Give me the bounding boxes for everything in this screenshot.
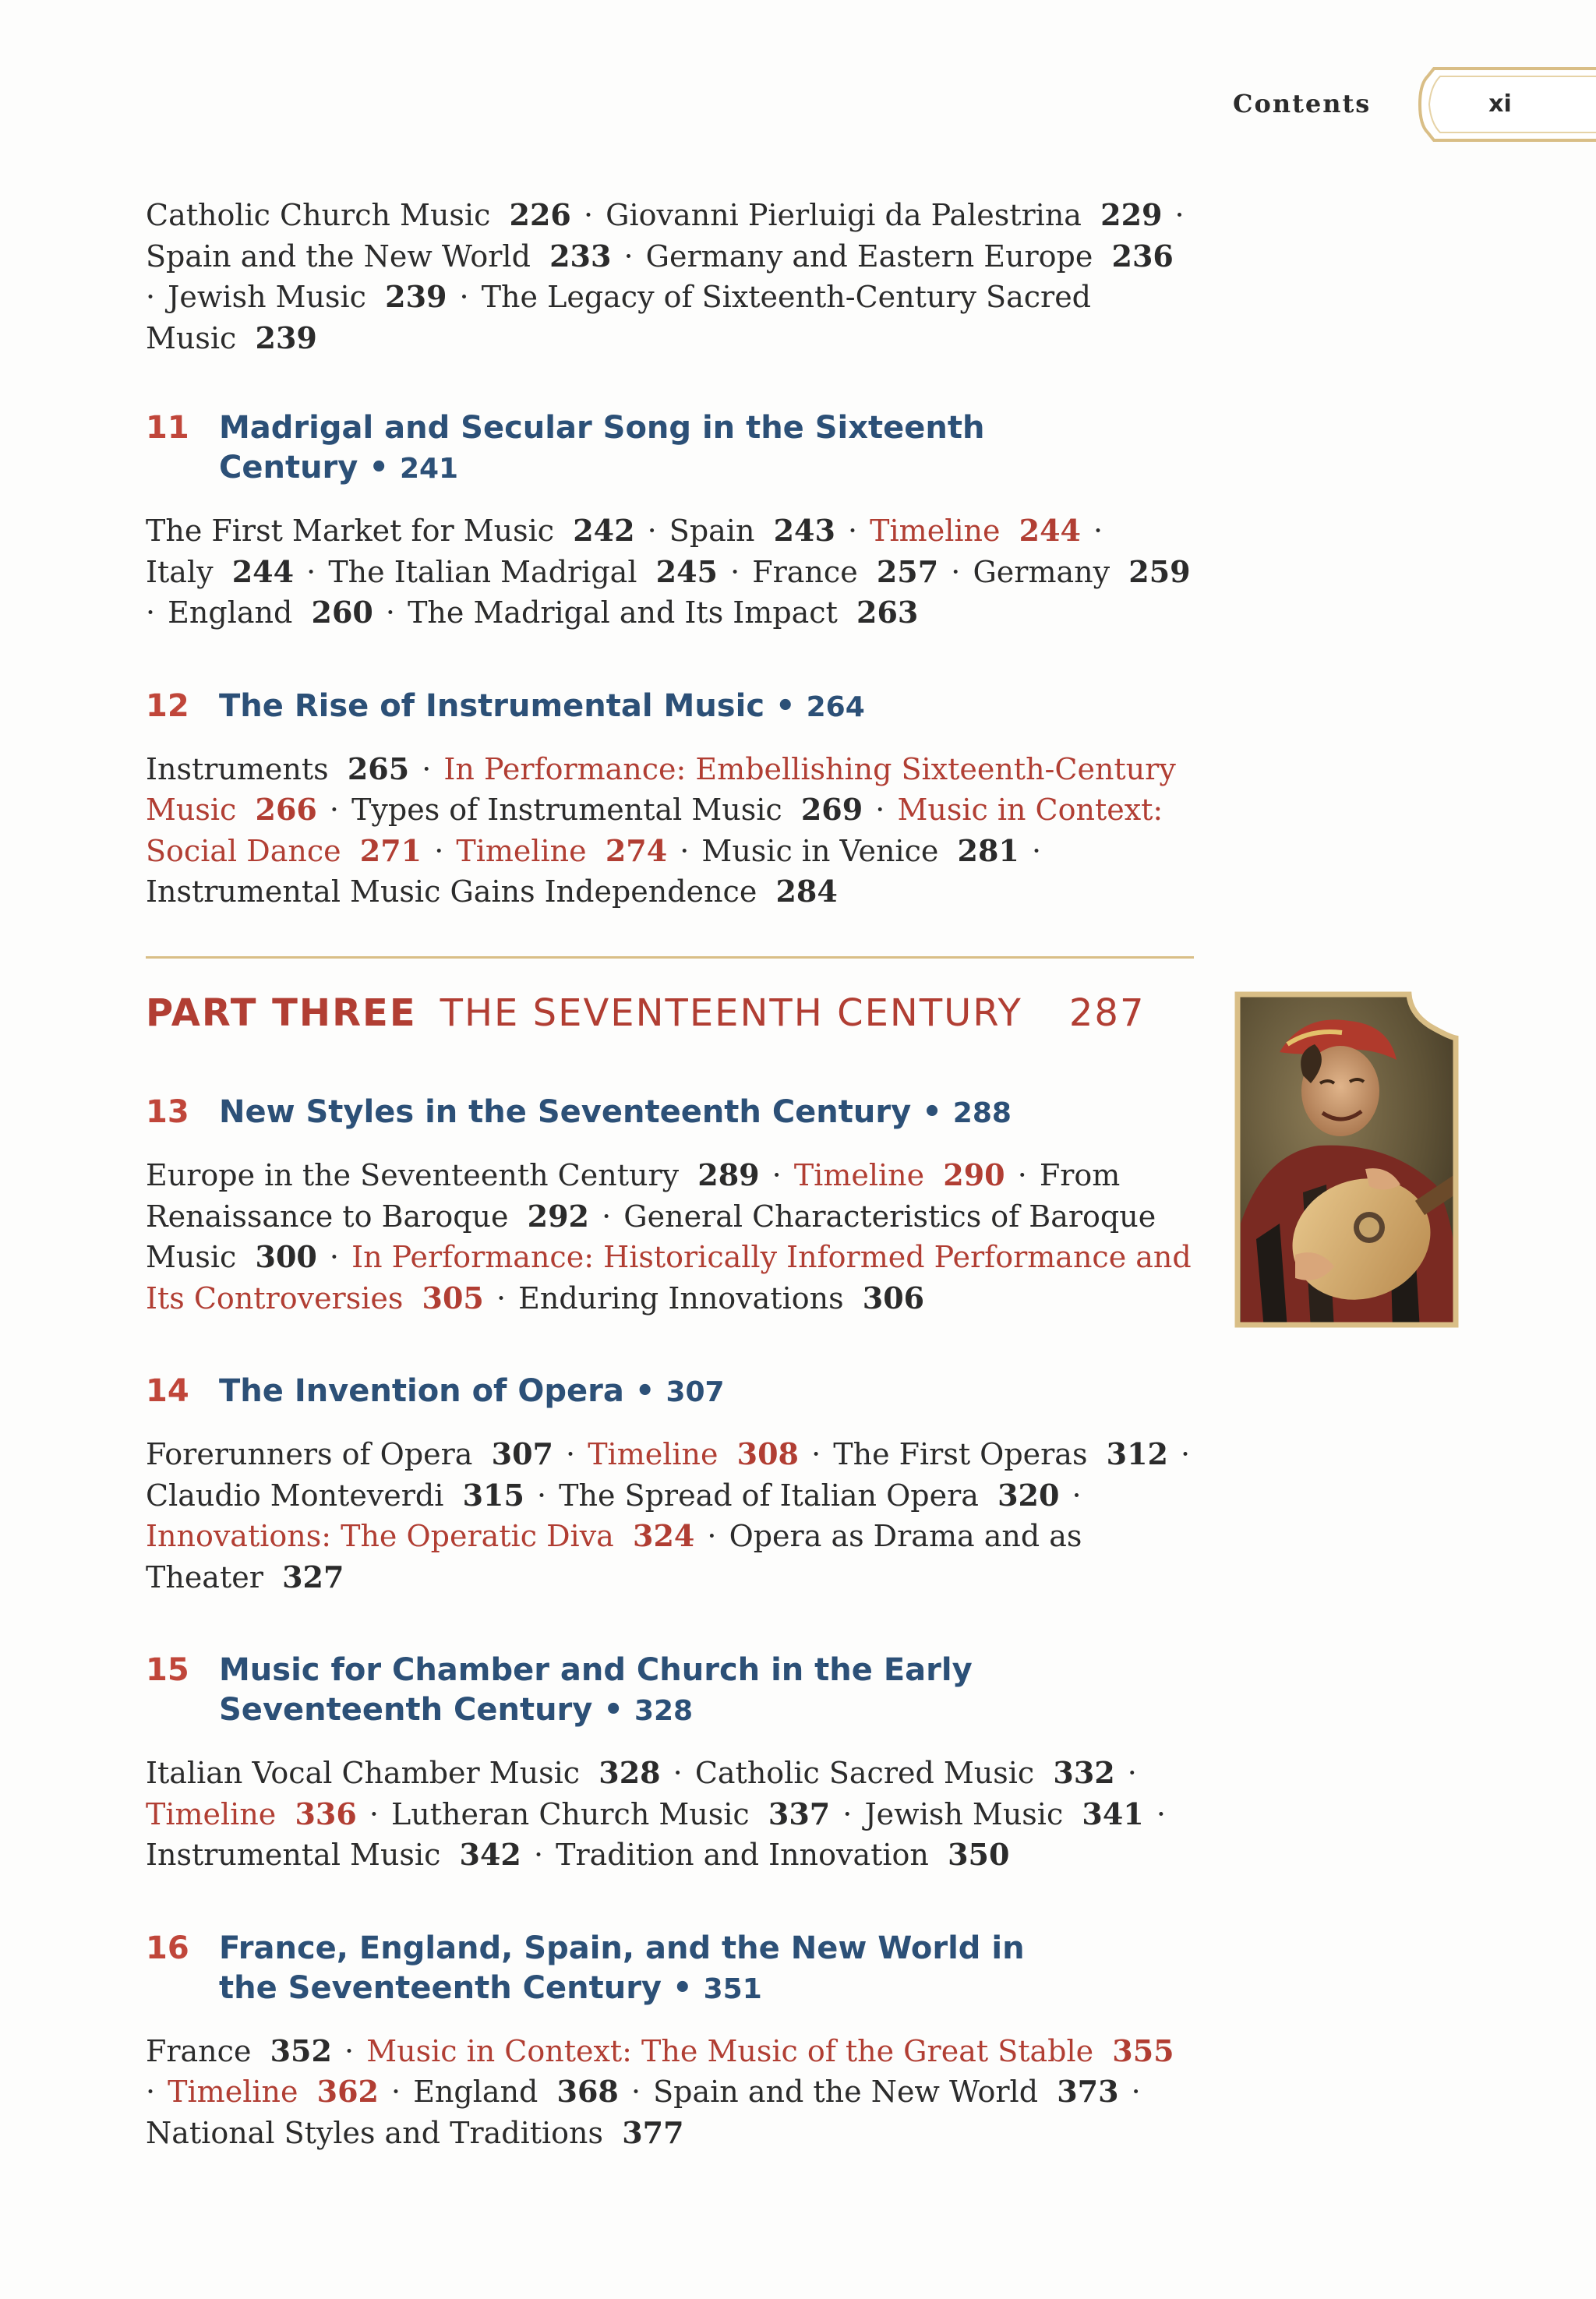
entry-page-number: 266 — [255, 792, 317, 827]
entry-title: Tradition and Innovation — [556, 1838, 929, 1872]
entry-separator: · — [621, 2075, 651, 2109]
continued-chapter-block — [146, 195, 1194, 358]
chapter-heading[interactable] — [146, 1651, 1194, 1731]
entry-separator: · — [1118, 1756, 1137, 1790]
entry-title: Timeline — [870, 514, 1001, 548]
chapter-number: 11 — [146, 410, 189, 446]
entry-page-number: 265 — [347, 750, 410, 786]
entry-page-number: 337 — [768, 1796, 831, 1831]
entry-separator: · — [833, 1796, 862, 1831]
entry-title: Timeline — [146, 1796, 277, 1831]
chapter-title — [219, 1093, 1012, 1133]
entry-separator: · — [721, 554, 750, 589]
entry-page-number: 362 — [316, 2074, 379, 2109]
entry-title: Jewish Music — [864, 1796, 1064, 1831]
entry-title: Timeline — [588, 1437, 719, 1471]
entry-title: Instruments — [146, 751, 329, 786]
entry-title: England — [168, 595, 293, 630]
entry-separator: · — [381, 2075, 411, 2109]
entry-title: Catholic Church Music — [146, 198, 491, 232]
bullet-separator: • — [634, 1373, 655, 1409]
chapter-title-text-line2: the Seventeenth Century — [219, 1969, 662, 2006]
entry-separator: · — [320, 1240, 349, 1274]
chapter-heading[interactable] — [146, 1093, 1194, 1133]
contents-entry-link[interactable] — [701, 834, 1019, 868]
entry-title: Timeline — [168, 2075, 298, 2109]
contents-entry-link[interactable] — [146, 2034, 332, 2068]
entry-separator: · — [320, 793, 349, 827]
feature-entry-link[interactable] — [168, 2075, 379, 2109]
entry-title: Music in Context: The Music of the Great Stable — [366, 2033, 1094, 2068]
bullet-separator: • — [922, 1094, 942, 1130]
entry-title: The Madrigal and Its Impact — [408, 595, 838, 630]
bullet-separator: • — [775, 687, 796, 724]
entry-separator: · — [637, 514, 666, 548]
chapter-page-number: 264 — [806, 690, 865, 723]
entry-title: Lutheran Church Music — [391, 1796, 750, 1831]
entry-title: France — [146, 2033, 252, 2068]
entry-page-number: 259 — [1128, 553, 1191, 589]
contents-entry-link[interactable] — [146, 1478, 524, 1513]
contents-entry-link[interactable] — [146, 198, 571, 232]
feature-entry-link[interactable] — [366, 2034, 1174, 2068]
contents-entry-link[interactable] — [146, 1158, 760, 1192]
chapter-title-text: New Styles in the Seventeenth Century — [219, 1094, 912, 1130]
entry-page-number: 290 — [943, 1157, 1005, 1192]
contents-entry-link[interactable] — [669, 514, 835, 548]
chapter-page-number: 288 — [952, 1097, 1012, 1129]
running-header-contents: Contents — [1233, 89, 1372, 118]
entry-list — [146, 195, 1194, 358]
entry-list — [146, 749, 1194, 913]
chapter-page-number: 328 — [634, 1695, 694, 1727]
entry-page-number: 352 — [270, 2032, 332, 2068]
entry-page-number: 274 — [605, 832, 668, 868]
part-page-number: 287 — [1068, 991, 1146, 1035]
chapter-title-text: The Rise of Instrumental Music — [219, 687, 765, 724]
chapters-list — [146, 408, 1194, 913]
contents-top-section — [146, 195, 1194, 966]
entry-page-number: 239 — [385, 279, 447, 314]
entry-separator: · — [1008, 1158, 1036, 1192]
entry-separator: · — [146, 280, 165, 314]
entry-page-number: 289 — [697, 1157, 760, 1192]
chapter-number: 14 — [146, 1373, 189, 1409]
entry-page-number: 336 — [295, 1796, 357, 1831]
entry-page-number: 368 — [556, 2074, 619, 2109]
entry-page-number: 239 — [255, 320, 317, 355]
contents-entry-link[interactable] — [146, 1437, 553, 1471]
entry-page-number: 263 — [856, 595, 919, 630]
entry-title: France — [752, 554, 858, 589]
entry-separator: · — [425, 833, 454, 868]
entry-title: Instrumental Music — [146, 1838, 441, 1872]
contents-entry-link[interactable] — [646, 239, 1174, 274]
entry-page-number: 327 — [282, 1559, 344, 1594]
entry-page-number: 377 — [622, 2114, 684, 2150]
entry-separator: · — [1165, 198, 1185, 232]
chapter-heading[interactable] — [146, 1929, 1194, 2009]
feature-entry-link[interactable] — [146, 1519, 694, 1553]
entry-separator: · — [592, 1199, 621, 1234]
chapter-title — [219, 1929, 1025, 2009]
entry-page-number: 236 — [1111, 238, 1174, 274]
entry-page-number: 341 — [1082, 1796, 1144, 1831]
entry-separator: · — [574, 198, 603, 232]
entry-separator: · — [376, 595, 405, 630]
entry-page-number: 355 — [1112, 2032, 1174, 2068]
part-heading — [146, 991, 1146, 1035]
chapter-block — [146, 1093, 1194, 1319]
bullet-separator: • — [603, 1692, 623, 1728]
entry-page-number: 226 — [509, 197, 571, 232]
contents-entry-link[interactable] — [146, 874, 838, 909]
entry-title: Italy — [146, 554, 214, 589]
entry-title: The First Market for Music — [146, 514, 555, 548]
contents-entry-link[interactable] — [328, 555, 718, 589]
part-divider-rule — [146, 956, 1194, 959]
entry-title: Germany — [973, 554, 1110, 589]
contents-entry-link[interactable] — [518, 1281, 924, 1315]
entry-title: Forerunners of Opera — [146, 1437, 473, 1471]
entry-page-number: 243 — [773, 513, 835, 548]
entry-title: Italian Vocal Chamber Music — [146, 1756, 581, 1790]
contents-entry-link[interactable] — [864, 1797, 1143, 1831]
entry-title: Germany and Eastern Europe — [645, 238, 1093, 274]
contents-entry-link[interactable] — [146, 514, 635, 548]
bullet-separator: • — [673, 1969, 693, 2006]
entry-separator: · — [1083, 514, 1103, 548]
contents-entry-link[interactable] — [833, 1437, 1168, 1471]
entry-separator: · — [614, 238, 643, 274]
entry-separator: · — [1171, 1437, 1191, 1471]
entry-separator: · — [486, 1280, 516, 1315]
entry-separator: · — [146, 595, 165, 630]
chapter-page-number: 351 — [703, 1972, 762, 2005]
entry-list — [146, 1155, 1194, 1319]
entry-title: Spain and the New World — [146, 238, 531, 274]
bullet-separator: • — [369, 450, 389, 486]
chapter-number: 12 — [146, 687, 189, 724]
entry-page-number: 328 — [598, 1755, 661, 1790]
feature-entry-link[interactable] — [146, 1797, 357, 1831]
part-label: PART THREE — [146, 991, 417, 1035]
entry-page-number: 292 — [527, 1198, 589, 1234]
entry-title: Timeline — [456, 833, 587, 868]
entry-page-number: 284 — [775, 874, 838, 909]
contents-entry-link[interactable] — [413, 2075, 619, 2109]
entry-title: In Performance: Embellishing Sixteenth-Century Music — [146, 751, 1176, 827]
entry-page-number: 244 — [231, 553, 295, 589]
entry-page-number: 307 — [491, 1436, 553, 1471]
chapter-title-text: France, England, Spain, and the New World in — [219, 1930, 1025, 1966]
chapter-block — [146, 1929, 1194, 2154]
chapter-block — [146, 1651, 1194, 1876]
entry-title: Innovations: The Operatic Diva — [146, 1519, 614, 1553]
entry-separator: · — [527, 1478, 556, 1513]
entry-page-number: 315 — [462, 1477, 524, 1513]
entry-page-number: 257 — [876, 553, 939, 589]
entry-title: Europe in the Seventeenth Century — [146, 1158, 680, 1192]
entry-page-number: 233 — [549, 238, 612, 274]
entry-separator: · — [1121, 2075, 1141, 2109]
entry-list — [146, 2031, 1194, 2154]
entry-separator: · — [412, 751, 441, 786]
entry-separator: · — [450, 280, 478, 314]
entry-title: Spain — [669, 514, 755, 548]
contents-entry-link[interactable] — [606, 198, 1162, 232]
contents-entry-link[interactable] — [653, 2075, 1118, 2109]
entry-title: From Renaissance to Baroque — [146, 1158, 1121, 1234]
entry-page-number: 342 — [459, 1837, 521, 1872]
entry-title: Instrumental Music Gains Independence — [146, 874, 757, 909]
entry-page-number: 244 — [1019, 513, 1081, 548]
entry-title: Types of Instrumental Music — [351, 793, 782, 827]
entry-title: National Styles and Traditions — [146, 2115, 604, 2150]
chapter-heading[interactable] — [146, 1372, 1194, 1412]
entry-page-number: 281 — [957, 832, 1019, 868]
contents-entry-link[interactable] — [351, 793, 863, 827]
chapter-page-number: 307 — [666, 1376, 725, 1408]
entry-separator: · — [297, 554, 326, 589]
entry-separator: · — [663, 1756, 692, 1790]
entry-title: Music in Context: Social Dance — [146, 793, 1163, 868]
chapter-title — [219, 1372, 725, 1412]
chapter-number: 15 — [146, 1652, 189, 1688]
entry-page-number: 229 — [1100, 197, 1163, 232]
chapter-block — [146, 1372, 1194, 1598]
contents-entry-link[interactable] — [146, 752, 409, 786]
entry-page-number: 350 — [948, 1837, 1010, 1872]
chapter-title-text-line2: Seventeenth Century — [219, 1692, 593, 1728]
entry-separator: · — [762, 1158, 791, 1192]
entry-list — [146, 1434, 1194, 1598]
contents-entry-link[interactable] — [168, 280, 447, 314]
entry-separator: · — [334, 2033, 364, 2068]
entry-page-number: 245 — [655, 553, 718, 589]
entry-page-number: 324 — [633, 1518, 695, 1553]
contents-entry-link[interactable] — [973, 555, 1190, 589]
chapter-title — [219, 687, 865, 727]
entry-page-number: 271 — [359, 832, 422, 868]
entry-separator: · — [1022, 833, 1042, 868]
contents-entry-link[interactable] — [752, 555, 938, 589]
entry-separator: · — [359, 1796, 389, 1831]
chapter-page-number: 241 — [399, 453, 459, 485]
entry-page-number: 373 — [1057, 2074, 1119, 2109]
chapter-title — [219, 1651, 973, 1731]
entry-title: Enduring Innovations — [518, 1280, 844, 1315]
entry-separator: · — [524, 1838, 553, 1872]
chapter-heading[interactable] — [146, 687, 1194, 727]
entry-page-number: 300 — [255, 1239, 317, 1274]
entry-separator: · — [697, 1519, 726, 1553]
chapter-number: 13 — [146, 1094, 189, 1130]
chapter-title — [219, 408, 1194, 489]
contents-entry-link[interactable] — [408, 595, 918, 630]
chapter-heading[interactable] — [146, 408, 1194, 489]
part-title: THE SEVENTEENTH CENTURY — [440, 991, 1022, 1035]
chapter-title-text: Music for Chamber and Church in the Early — [219, 1652, 973, 1688]
entry-separator: · — [941, 554, 970, 589]
contents-entry-link[interactable] — [556, 1838, 1009, 1872]
entry-title: England — [413, 2075, 538, 2109]
entry-page-number: 306 — [862, 1280, 925, 1315]
entry-page-number: 320 — [998, 1477, 1060, 1513]
entry-title: Opera as Drama and as Theater — [146, 1519, 1082, 1594]
contents-entry-link[interactable] — [146, 1756, 661, 1790]
entry-page-number: 260 — [311, 595, 373, 630]
portrait-image — [1233, 990, 1460, 1330]
entry-page-number: 242 — [573, 513, 635, 548]
contents-entry-link[interactable] — [391, 1797, 830, 1831]
contents-entry-link[interactable] — [146, 555, 294, 589]
entry-title: The Legacy of Sixteenth-Century Sacred Music — [146, 280, 1092, 355]
entry-separator: · — [866, 793, 895, 827]
entry-separator: · — [670, 833, 699, 868]
entry-separator: · — [838, 514, 867, 548]
feature-entry-link[interactable] — [870, 514, 1081, 548]
entry-page-number: 312 — [1106, 1436, 1168, 1471]
entry-separator: · — [1062, 1478, 1082, 1513]
contents-entry-link[interactable] — [146, 1838, 521, 1872]
entry-separator: · — [556, 1437, 585, 1471]
contents-entry-link[interactable] — [559, 1478, 1059, 1513]
entry-title: The First Operas — [833, 1437, 1088, 1471]
chapter-number: 16 — [146, 1930, 189, 1966]
contents-entry-link[interactable] — [168, 595, 373, 630]
entry-separator: · — [1146, 1796, 1166, 1831]
part-chapters-list — [146, 1093, 1194, 2206]
entry-list — [146, 1753, 1194, 1876]
lute-player-portrait — [1233, 990, 1460, 1330]
chapter-title-text: The Invention of Opera — [219, 1373, 624, 1409]
entry-title: Music in Venice — [701, 833, 939, 868]
entry-page-number: 305 — [422, 1280, 484, 1315]
page-number: xi — [1488, 90, 1512, 118]
entry-page-number: 269 — [800, 792, 863, 827]
chapter-title-text: Madrigal and Secular Song in the Sixteenth Century — [219, 410, 985, 486]
feature-entry-link[interactable] — [456, 834, 667, 868]
entry-title: In Performance: Historically Informed Performance and Its Controversies — [146, 1240, 1192, 1315]
feature-entry-link[interactable] — [588, 1437, 799, 1471]
contents-entry-link[interactable] — [146, 239, 611, 274]
contents-entry-link[interactable] — [695, 1756, 1115, 1790]
entry-title: Catholic Sacred Music — [694, 1756, 1035, 1790]
entry-separator: · — [146, 2075, 165, 2109]
entry-separator: · — [802, 1437, 831, 1471]
entry-title: Jewish Music — [168, 280, 366, 314]
feature-entry-link[interactable] — [794, 1158, 1005, 1192]
chapter-block — [146, 408, 1194, 634]
entry-list — [146, 510, 1194, 634]
entry-page-number: 308 — [736, 1436, 799, 1471]
chapter-block — [146, 687, 1194, 913]
entry-title: Timeline — [793, 1158, 925, 1192]
entry-title: Spain and the New World — [653, 2075, 1039, 2109]
entry-title: Claudio Monteverdi — [146, 1478, 444, 1513]
entry-title: Giovanni Pierluigi da Palestrina — [606, 198, 1082, 232]
entry-title: The Italian Madrigal — [328, 554, 637, 589]
entry-title: The Spread of Italian Opera — [559, 1478, 979, 1513]
entry-page-number: 332 — [1053, 1755, 1115, 1790]
entry-title: General Characteristics of Baroque Music — [146, 1199, 1156, 1274]
contents-entry-link[interactable] — [146, 2116, 684, 2150]
